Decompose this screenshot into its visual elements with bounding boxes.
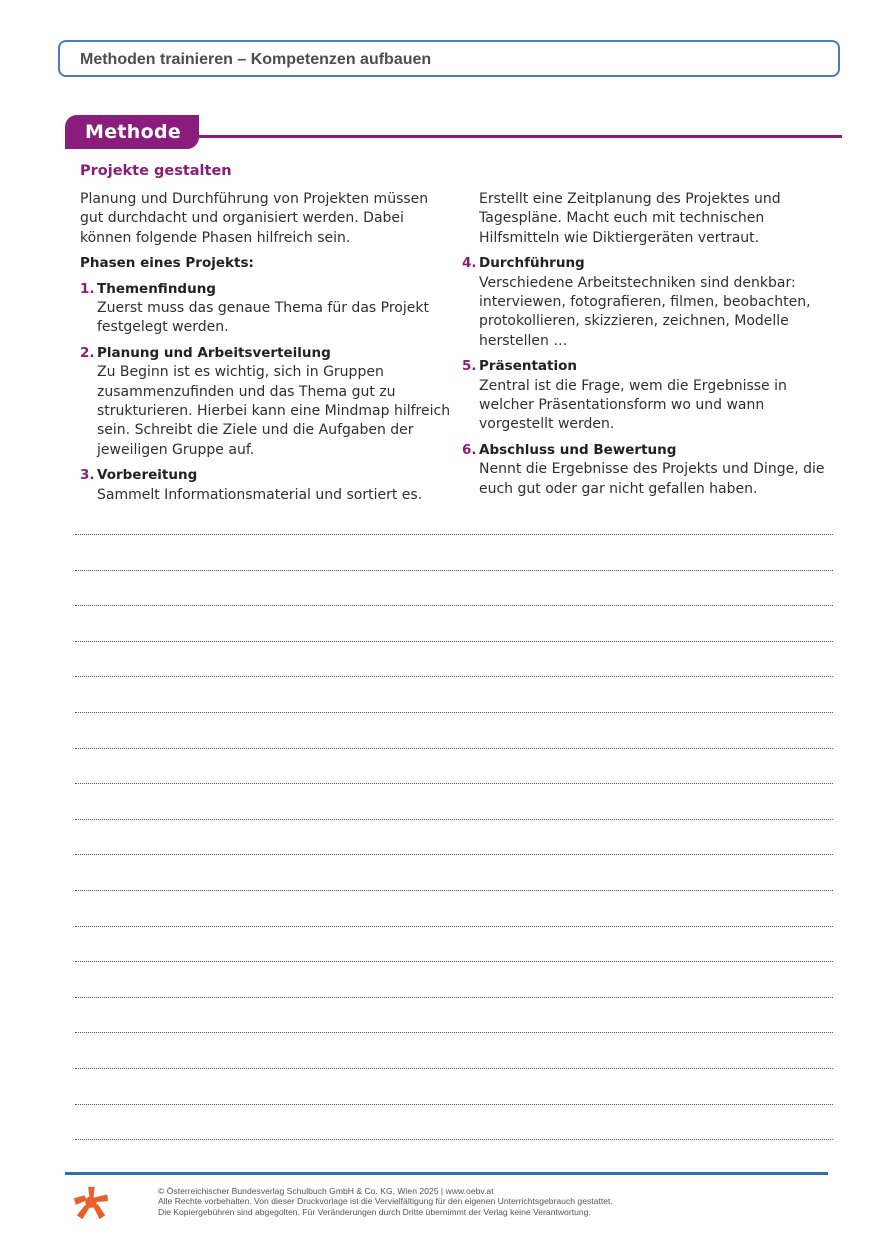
footer-line-2: Alle Rechte vorbehalten. Von dieser Druckvorlage ist die Vervielfältigung für den eigenen Unterrichtsgebrauch gestattet. <box>158 1196 613 1207</box>
phase-text: Zentral ist die Frage, wem die Ergebnisse in welcher Präsentationsform wo und wann vorgestellt werden. <box>479 377 787 433</box>
writing-line[interactable] <box>75 1104 833 1105</box>
phase-item-2 <box>80 344 452 460</box>
writing-line[interactable] <box>75 890 833 891</box>
writing-line[interactable] <box>75 1068 833 1069</box>
phase-item-3 <box>80 466 452 505</box>
method-divider <box>199 135 842 138</box>
footer-line-1: © Österreichischer Bundesverlag Schulbuch GmbH & Co. KG, Wien 2025 | www.oebv.at <box>158 1186 494 1196</box>
writing-line[interactable] <box>75 712 833 713</box>
footer-copyright <box>158 1186 798 1217</box>
phase-text: Zuerst muss das genaue Thema für das Projekt festgelegt werden. <box>97 300 429 336</box>
phase-text: Nennt die Ergebnisse des Projekts und Dinge, die euch gut oder gar nicht gefallen haben. <box>479 461 825 497</box>
writing-line[interactable] <box>75 854 833 855</box>
writing-line[interactable] <box>75 997 833 998</box>
writing-line[interactable] <box>75 605 833 606</box>
writing-line[interactable] <box>75 534 833 535</box>
phase-text: Sammelt Informationsmaterial und sortiert es. <box>97 486 423 503</box>
phase-item-4 <box>462 254 837 351</box>
phase-number: 1. <box>80 280 95 297</box>
phase-title: Durchführung <box>479 255 585 272</box>
phase3-continued: Erstellt eine Zeitplanung des Projektes und Tagespläne. Macht euch mit technischen Hilfsmitteln wie Diktiergeräten vertraut. <box>479 191 781 246</box>
phase-text: Zu Beginn ist es wichtig, sich in Gruppen zusammenzufinden und das Thema gut zu strukturieren. Hierbei kann eine Mindmap hilfreich sein. Schreibt die Ziele und die Aufgaben der jeweiligen Gruppe auf. <box>97 364 451 458</box>
header-box <box>58 40 840 77</box>
oebv-logo-icon <box>72 1184 110 1222</box>
phases-heading: Phasen eines Projekts: <box>80 255 254 272</box>
section-title: Projekte gestalten <box>80 163 232 179</box>
writing-line[interactable] <box>75 1032 833 1033</box>
writing-line[interactable] <box>75 926 833 927</box>
footer-line-3: Die Kopiergebühren sind abgegolten. Für Veränderungen durch Dritte übernimmt der Verlag keine Verantwortung. <box>158 1206 591 1217</box>
phase-item-6 <box>462 441 837 499</box>
writing-line[interactable] <box>75 1139 833 1140</box>
writing-line[interactable] <box>75 676 833 677</box>
writing-line[interactable] <box>75 748 833 749</box>
phase-number: 5. <box>462 358 477 375</box>
writing-line[interactable] <box>75 641 833 642</box>
phase-title: Abschluss und Bewertung <box>479 441 677 458</box>
phase-text: Verschiedene Arbeitstechniken sind denkbar: interviewen, fotografieren, filmen, beobachten, protokollieren, skizzieren, zeichnen, Modelle herstellen … <box>479 274 811 349</box>
phase-number: 2. <box>80 344 95 361</box>
phase-number: 6. <box>462 441 477 458</box>
left-column <box>80 190 452 505</box>
writing-line[interactable] <box>75 570 833 571</box>
phase-title: Themenfindung <box>97 280 216 297</box>
method-tab: Methode <box>65 115 199 149</box>
header-title: Methoden trainieren – Kompetenzen aufbauen <box>80 51 432 68</box>
phase-title: Präsentation <box>479 358 577 375</box>
phase-number: 3. <box>80 467 95 484</box>
writing-line[interactable] <box>75 961 833 962</box>
phase-number: 4. <box>462 255 477 272</box>
phase-title: Planung und Arbeitsverteilung <box>97 344 331 361</box>
writing-line[interactable] <box>75 783 833 784</box>
intro-text: Planung und Durchführung von Projekten müssen gut durchdacht und organisiert werden. Dabei können folgende Phasen hilfreich sein. <box>80 191 429 246</box>
phase-item-1 <box>80 280 452 338</box>
phase-title: Vorbereitung <box>97 467 198 484</box>
phase-item-5 <box>462 357 837 435</box>
right-column <box>462 190 837 499</box>
writing-line[interactable] <box>75 819 833 820</box>
footer-divider <box>65 1172 828 1175</box>
